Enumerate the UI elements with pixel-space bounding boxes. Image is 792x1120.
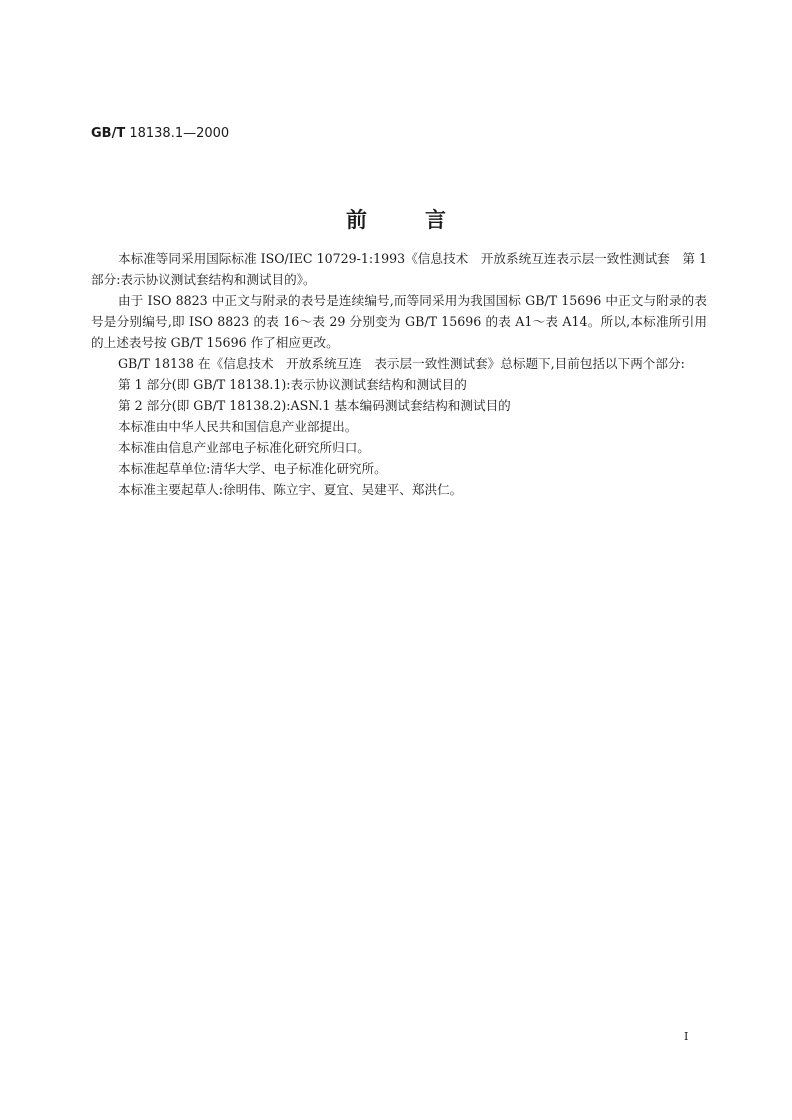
- paragraph-drafting-units: 本标准起草单位:清华大学、电子标准化研究所。: [118, 461, 387, 476]
- paragraph-series-parts: GB/T 18138 在《信息技术 开放系统互连 表示层一致性测试套》总标题下,目前包括以下两个部分:: [118, 356, 685, 371]
- foreword-body: [91, 248, 707, 500]
- paragraph-drafters: 本标准主要起草人:徐明伟、陈立宇、夏宜、吴建平、郑洪仁。: [118, 482, 463, 497]
- paragraph-part-1: 第 1 部分(即 GB/T 18138.1):表示协议测试套结构和测试目的: [118, 377, 467, 392]
- standard-code-number: 18138.1—2000: [129, 126, 230, 141]
- standard-code: [91, 126, 229, 141]
- paragraph-proposer: 本标准由中华人民共和国信息产业部提出。: [118, 419, 358, 434]
- page-title: 前言: [346, 208, 504, 232]
- paragraph-centralized-by: 本标准由信息产业部电子标准化研究所归口。: [118, 440, 370, 455]
- page-number: I: [684, 1030, 689, 1043]
- paragraph-adoption: 本标准等同采用国际标准 ISO/IEC 10729-1:1993《信息技术 开放系统互连表示层一致性测试套 第 1 部分:表示协议测试套结构和测试目的》。: [91, 251, 707, 287]
- standard-code-prefix: GB/T: [91, 126, 126, 141]
- paragraph-table-numbering: 由于 ISO 8823 中正文与附录的表号是连续编号,而等同采用为我国国标 GB/T 15696 中正文与附录的表号是分别编号,即 ISO 8823 的表 16～表 29 分别变为 GB/T 15696 的表 A1～表 A14。所以,本标准所引用的上述表号按 GB/T 15696 作了相应更改。: [91, 293, 707, 350]
- paragraph-part-2: 第 2 部分(即 GB/T 18138.2):ASN.1 基本编码测试套结构和测试目的: [118, 398, 511, 413]
